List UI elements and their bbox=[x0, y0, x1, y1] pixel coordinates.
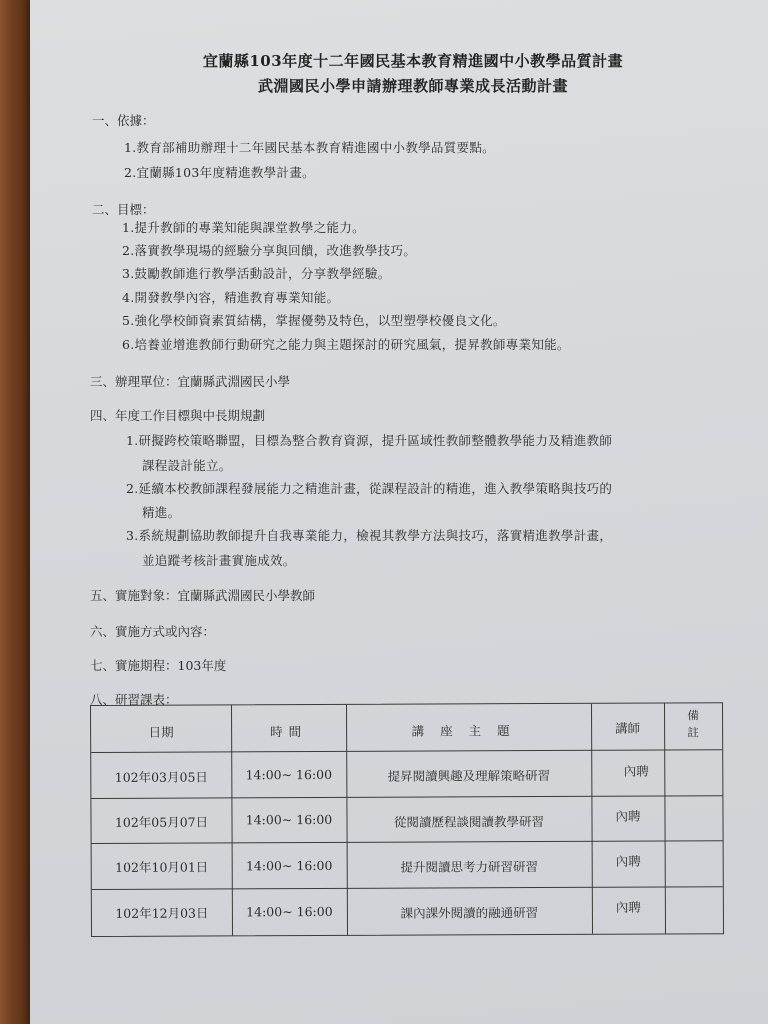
document-page bbox=[30, 0, 768, 1024]
table-header-note-2: 註 bbox=[687, 725, 699, 740]
plan-item-3-cont: 並追蹤考核計畫實施成效。 bbox=[142, 553, 296, 568]
goal-item-5: 5.強化學校師資素質結構，掌握優勢及特色，以型塑學校優良文化。 bbox=[122, 313, 506, 328]
table-row-2-speaker: 內聘 bbox=[615, 808, 641, 824]
schedule-table bbox=[90, 702, 724, 937]
table-row-4-time: 14:00~ 16:00 bbox=[246, 903, 333, 920]
plan-item-3: 3.系統規劃協助教師提升自我專業能力，檢視其教學方法與技巧，落實精進教學計畫， bbox=[126, 528, 613, 543]
goal-item-6: 6.培養並增進教師行動研究之能力與主題探討的研究風氣，提昇教師專業知能。 bbox=[122, 337, 570, 352]
table-header-time: 時間 bbox=[270, 724, 308, 740]
plan-item-1: 1.研擬跨校策略聯盟，目標為整合教育資源，提升區域性教師整體教學能力及精進教師 bbox=[126, 433, 613, 448]
table-row-divider bbox=[91, 749, 722, 753]
document-title-line-1: 宜蘭縣103年度十二年國民基本教育精進國中小教學品質計畫 bbox=[202, 52, 624, 70]
section-period: 七、實施期程：103年度 bbox=[90, 658, 227, 673]
section-basis-heading: 一、依據： bbox=[92, 113, 155, 128]
table-header-topic: 講座主題 bbox=[411, 723, 526, 739]
section-plan-heading: 四、年度工作目標與中長期規劃 bbox=[90, 408, 266, 423]
section-schedule-heading: 八、研習課表： bbox=[90, 692, 178, 707]
table-row-4-topic: 課內課外閱讀的融通研習 bbox=[400, 905, 539, 921]
table-row-2-topic: 從閱讀歷程談閱讀教學研習 bbox=[393, 814, 545, 830]
goal-item-3: 3.鼓勵教師進行教學活動設計，分享教學經驗。 bbox=[122, 266, 391, 281]
table-row-1-topic: 提昇閱讀興趣及理解策略研習 bbox=[387, 767, 551, 784]
table-row-1-speaker: 內聘 bbox=[623, 763, 649, 779]
table-row-2-date: 102年05月07日 bbox=[114, 814, 209, 830]
table-row-3-time: 14:00~ 16:00 bbox=[245, 857, 333, 874]
table-header-speaker: 講師 bbox=[615, 720, 641, 736]
table-row-divider bbox=[92, 840, 723, 844]
goal-item-4: 4.開發教學內容，精進教育專業知能。 bbox=[122, 290, 340, 305]
basis-item-2: 2.宜蘭縣103年度精進教學計畫。 bbox=[124, 165, 315, 180]
section-target: 五、實施對象：宜蘭縣武淵國民小學教師 bbox=[90, 588, 316, 603]
table-row-divider bbox=[92, 886, 723, 890]
table-row-1-time: 14:00~ 16:00 bbox=[245, 766, 333, 783]
plan-item-2: 2.延續本校教師課程發展能力之精進計畫，從課程設計的精進，進入教學策略與技巧的 bbox=[126, 481, 613, 496]
table-row-4-date: 102年12月03日 bbox=[115, 905, 209, 921]
section-method: 六、實施方式或內容： bbox=[90, 624, 216, 639]
plan-item-1-cont: 課程設計能立。 bbox=[142, 458, 232, 473]
basis-item-1: 1.教育部補助辦理十二年國民基本教育精進國中小教學品質要點。 bbox=[124, 140, 495, 155]
plan-item-2-cont: 精進。 bbox=[142, 505, 181, 520]
goal-item-1: 1.提升教師的專業知能與課堂教學之能力。 bbox=[122, 220, 365, 235]
table-row-4-speaker: 內聘 bbox=[615, 899, 641, 915]
table-header-date: 日期 bbox=[148, 724, 174, 740]
section-goals-heading: 二、目標： bbox=[92, 202, 155, 217]
table-header-note-1: 備 bbox=[687, 708, 699, 723]
table-row-1-date: 102年03月05日 bbox=[114, 769, 208, 785]
table-row-3-topic: 提升閱讀思考力研習研習 bbox=[400, 859, 538, 875]
table-row-3-speaker: 內聘 bbox=[615, 853, 641, 869]
document-title-line-2: 武淵國民小學申請辦理教師專業成長活動計畫 bbox=[257, 77, 568, 95]
section-organizer: 三、辦理單位：宜蘭縣武淵國民小學 bbox=[90, 374, 291, 389]
table-row-divider bbox=[91, 795, 722, 799]
table-row-2-time: 14:00~ 16:00 bbox=[245, 811, 333, 828]
goal-item-2: 2.落實教學現場的經驗分享與回饋，改進教學技巧。 bbox=[122, 243, 417, 258]
table-row-3-date: 102年10月01日 bbox=[115, 859, 209, 875]
